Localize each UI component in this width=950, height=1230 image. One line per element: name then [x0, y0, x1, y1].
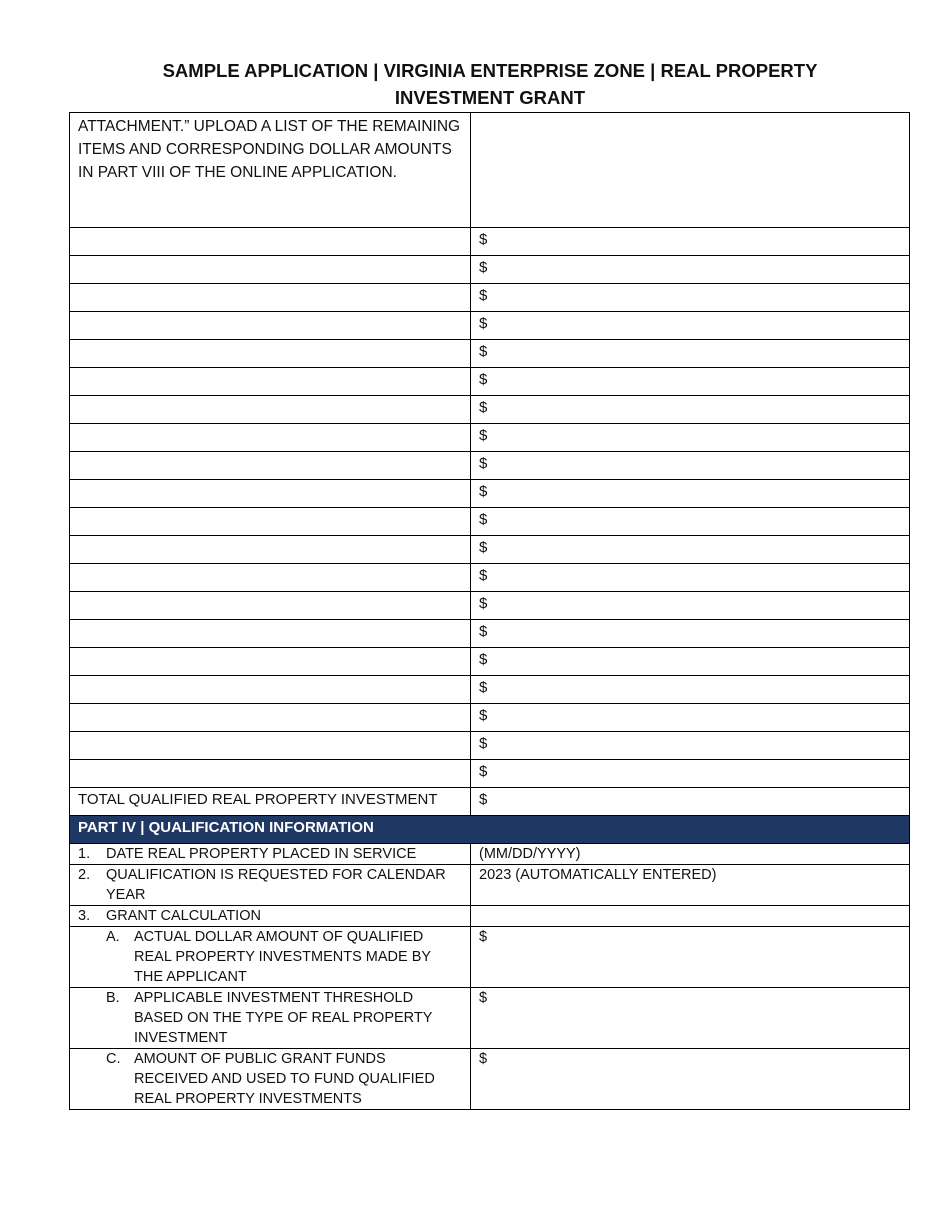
- table-row: [70, 284, 910, 312]
- question-row-3a: [70, 927, 910, 988]
- calendar-year-value: 2023 (AUTOMATICALLY ENTERED): [471, 865, 910, 906]
- table-row: [70, 592, 910, 620]
- item-amount-field[interactable]: $: [471, 452, 910, 480]
- item-amount-field[interactable]: $: [471, 508, 910, 536]
- title-line-2: INVESTMENT GRANT: [394, 87, 586, 108]
- table-row: [70, 704, 910, 732]
- question-number: 3.: [78, 908, 91, 924]
- sub-question-letter: B.: [106, 990, 120, 1006]
- table-row: [70, 340, 910, 368]
- item-amount-field[interactable]: $: [471, 536, 910, 564]
- table-row: [70, 760, 910, 788]
- item-label-field[interactable]: [70, 536, 471, 564]
- question-number: 2.: [78, 867, 91, 883]
- item-label-field[interactable]: [70, 480, 471, 508]
- public-grant-funds-amount-field[interactable]: $: [471, 1049, 910, 1110]
- item-amount-field[interactable]: $: [471, 480, 910, 508]
- table-row: [70, 424, 910, 452]
- item-amount-field[interactable]: $: [471, 564, 910, 592]
- investment-threshold-amount-field[interactable]: $: [471, 988, 910, 1049]
- item-label-field[interactable]: [70, 620, 471, 648]
- item-amount-field[interactable]: $: [471, 760, 910, 788]
- table-row: [70, 648, 910, 676]
- item-label-field[interactable]: [70, 228, 471, 256]
- table-row: [70, 228, 910, 256]
- table-row: [70, 452, 910, 480]
- total-label: TOTAL QUALIFIED REAL PROPERTY INVESTMENT: [70, 788, 471, 816]
- total-row: [70, 788, 910, 816]
- grant-calculation-value: [471, 906, 910, 927]
- item-amount-field[interactable]: $: [471, 256, 910, 284]
- table-row: [70, 732, 910, 760]
- item-amount-field[interactable]: $: [471, 228, 910, 256]
- table-row: [70, 480, 910, 508]
- title-line-1: SAMPLE APPLICATION | VIRGINIA ENTERPRISE ZONE | REAL PROPERTY: [162, 60, 818, 81]
- attachment-row: [70, 113, 910, 228]
- item-label-field[interactable]: [70, 340, 471, 368]
- sub-question-letter: C.: [106, 1051, 121, 1067]
- part-iv-heading: PART IV | QUALIFICATION INFORMATION: [70, 816, 910, 844]
- item-label-field[interactable]: [70, 368, 471, 396]
- item-label-field[interactable]: [70, 592, 471, 620]
- table-row: [70, 396, 910, 424]
- table-row: [70, 312, 910, 340]
- attachment-value-field[interactable]: [471, 113, 910, 228]
- table-row: [70, 508, 910, 536]
- question-row-3: [70, 906, 910, 927]
- item-label-field[interactable]: [70, 564, 471, 592]
- attachment-instructions: ATTACHMENT.” UPLOAD A LIST OF THE REMAINING ITEMS AND CORRESPONDING DOLLAR AMOUNTS IN PART VIII OF THE ONLINE APPLICATION.: [70, 113, 471, 228]
- table-row: [70, 256, 910, 284]
- question-row-3b: [70, 988, 910, 1049]
- item-amount-field[interactable]: $: [471, 648, 910, 676]
- item-label-field[interactable]: [70, 508, 471, 536]
- sub-question-label: APPLICABLE INVESTMENT THRESHOLD BASED ON THE TYPE OF REAL PROPERTY INVESTMENT: [134, 990, 433, 1046]
- page-title: [70, 57, 910, 111]
- question-label: GRANT CALCULATION: [106, 908, 261, 924]
- question-number: 1.: [78, 846, 91, 862]
- item-amount-field[interactable]: $: [471, 312, 910, 340]
- item-amount-field[interactable]: $: [471, 704, 910, 732]
- item-label-field[interactable]: [70, 424, 471, 452]
- item-label-field[interactable]: [70, 760, 471, 788]
- table-row: [70, 368, 910, 396]
- item-amount-field[interactable]: $: [471, 340, 910, 368]
- item-amount-field[interactable]: $: [471, 368, 910, 396]
- sub-question-letter: A.: [106, 929, 120, 945]
- table-row: [70, 536, 910, 564]
- item-amount-field[interactable]: $: [471, 396, 910, 424]
- part-iv-header-row: [70, 816, 910, 844]
- item-amount-field[interactable]: $: [471, 424, 910, 452]
- item-amount-field[interactable]: $: [471, 284, 910, 312]
- item-label-field[interactable]: [70, 704, 471, 732]
- table-row: [70, 676, 910, 704]
- item-label-field[interactable]: [70, 396, 471, 424]
- actual-investment-amount-field[interactable]: $: [471, 927, 910, 988]
- item-label-field[interactable]: [70, 452, 471, 480]
- item-label-field[interactable]: [70, 648, 471, 676]
- total-amount-field[interactable]: $: [471, 788, 910, 816]
- question-label: DATE REAL PROPERTY PLACED IN SERVICE: [106, 846, 417, 862]
- item-label-field[interactable]: [70, 256, 471, 284]
- question-row-2: [70, 865, 910, 906]
- table-row: [70, 620, 910, 648]
- item-amount-field[interactable]: $: [471, 732, 910, 760]
- question-row-1: [70, 844, 910, 865]
- question-row-3c: [70, 1049, 910, 1110]
- item-amount-field[interactable]: $: [471, 620, 910, 648]
- item-label-field[interactable]: [70, 676, 471, 704]
- application-form-table: [69, 112, 910, 1110]
- item-label-field[interactable]: [70, 732, 471, 760]
- item-amount-field[interactable]: $: [471, 676, 910, 704]
- item-label-field[interactable]: [70, 284, 471, 312]
- sub-question-label: AMOUNT OF PUBLIC GRANT FUNDS RECEIVED AND USED TO FUND QUALIFIED REAL PROPERTY INVESTMENTS: [134, 1051, 435, 1107]
- question-label: QUALIFICATION IS REQUESTED FOR CALENDAR YEAR: [106, 867, 446, 903]
- placed-in-service-date-field[interactable]: (MM/DD/YYYY): [471, 844, 910, 865]
- item-label-field[interactable]: [70, 312, 471, 340]
- item-amount-field[interactable]: $: [471, 592, 910, 620]
- table-row: [70, 564, 910, 592]
- sub-question-label: ACTUAL DOLLAR AMOUNT OF QUALIFIED REAL PROPERTY INVESTMENTS MADE BY THE APPLICANT: [134, 929, 431, 985]
